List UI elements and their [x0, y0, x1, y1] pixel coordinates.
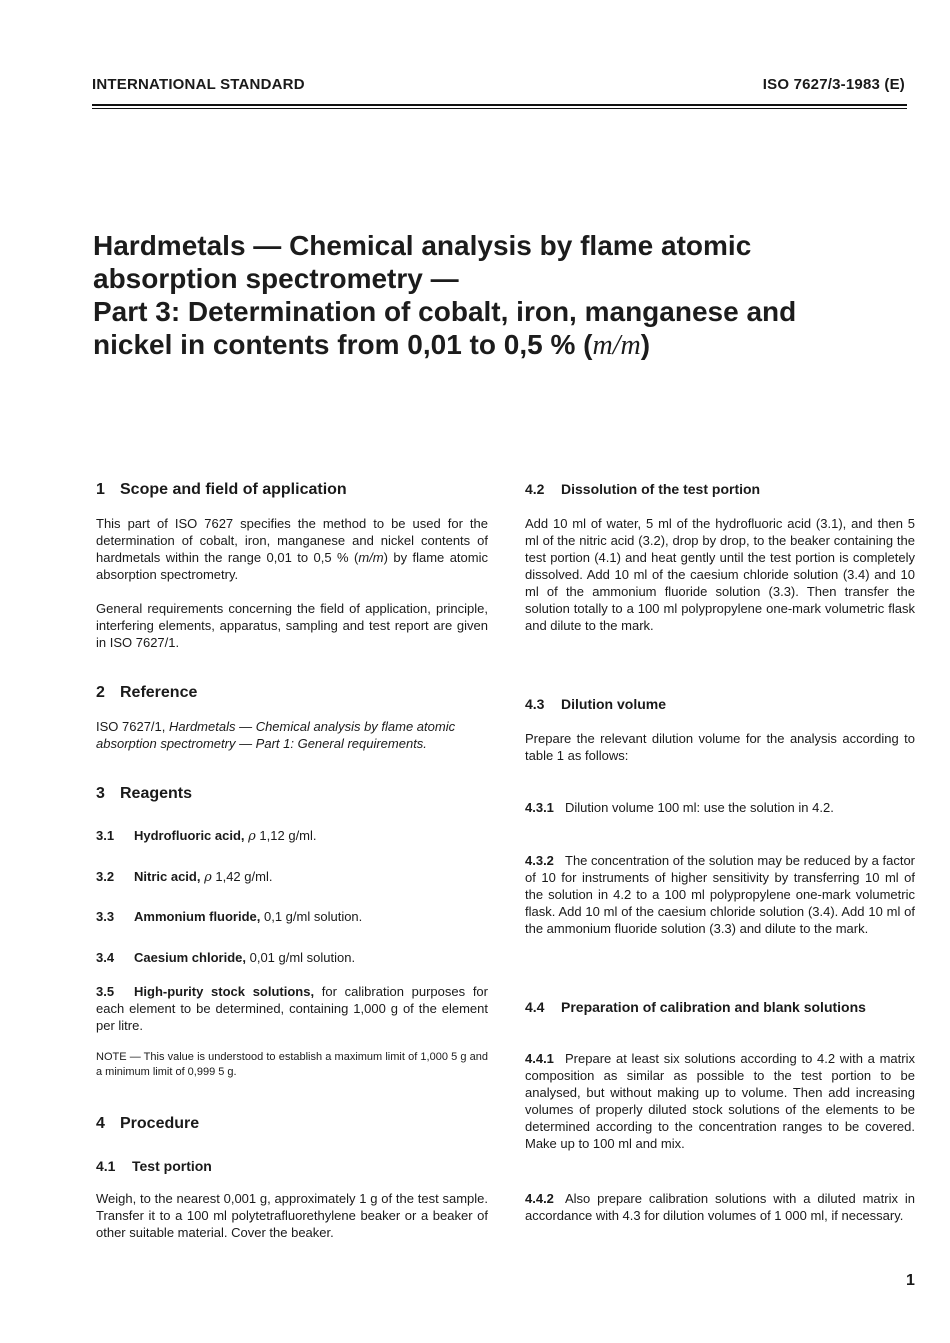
reagent-number: 3.1 [96, 828, 115, 843]
reference-title: Hardmetals — Chemical analysis by flame atomic absorption spectrometry — Part 1: General requirements. [96, 719, 456, 751]
header-standard-label: INTERNATIONAL STANDARD [92, 76, 305, 93]
section-4-4-2-number: 4.4.2 [525, 1191, 554, 1206]
section-4-heading [96, 1114, 488, 1134]
section-4-number: 4 [96, 1115, 105, 1132]
section-2-number: 2 [96, 684, 105, 701]
title-line-3: Part 3: Determination of cobalt, iron, manganese and [93, 296, 797, 327]
reagent-3-5 [96, 983, 488, 1034]
reagent-3-1 [96, 827, 488, 845]
density-symbol: ρ [204, 870, 212, 885]
section-4-3-2-number: 4.3.2 [525, 853, 554, 868]
reagent-name: Caesium chloride, [134, 950, 246, 965]
section-4-3-heading [525, 695, 915, 713]
title-line-2: absorption spectrometry — [93, 263, 459, 294]
section-4-4-heading [525, 998, 915, 1016]
page-title [93, 229, 893, 362]
section-4-3-text: Prepare the relevant dilution volume for the analysis according to table 1 as follows: [525, 731, 915, 763]
title-line-4-close: ) [640, 329, 651, 360]
section-4-4-1 [525, 1050, 915, 1152]
section-4-1-number: 4.1 [96, 1158, 116, 1174]
section-4-1-title: Test portion [132, 1158, 212, 1174]
section-3-title: Reagents [120, 785, 193, 802]
reagent-number: 3.2 [96, 869, 115, 884]
section-4-3-number: 4.3 [525, 696, 545, 712]
title-line-4 [93, 328, 893, 362]
reagent-detail: for calibration purposes for each element to be determined, containing 1,000 g of the element per litre. [96, 984, 488, 1033]
section-1-heading [96, 480, 488, 500]
section-4-title: Procedure [120, 1115, 200, 1132]
section-4-4-1-number: 4.4.1 [525, 1051, 554, 1066]
section-1-paragraph-2: General requirements concerning the field of application, principle, interfering elements, apparatus, sampling and test report are given in ISO 7627/1. [96, 601, 488, 650]
section-4-2-text: Add 10 ml of water, 5 ml of the hydrofluoric acid (3.1), and then 5 ml of the nitric acid (3.2), drop by drop, to the beaker containing the test portion (4.1) and heat gently until the test portion is completely dissolved. Add 10 ml of the caesium chloride solution (3.4) and 10 ml of the ammonium fluoride solution (3.3). Then transfer the solution totally to a 100 ml polypropylene one-mark volumetric flask and dilute to the mark. [525, 516, 915, 633]
reagent-detail: 0,1 g/ml solution. [260, 909, 363, 924]
section-4-2-number: 4.2 [525, 481, 545, 497]
reagent-name: Nitric acid, [134, 869, 201, 884]
s1-p1-text-c: ) by flame atomic absorption spectrometry. [96, 550, 488, 582]
section-1-paragraph-1 [96, 515, 488, 583]
section-4-3-1-number: 4.3.1 [525, 800, 554, 815]
header-rule-thick [92, 104, 907, 106]
section-4-3-2-text: The concentration of the solution may be reduced by a factor of 10 for instruments of higher sensitivity by transferring 10 ml of the solution in 4.2 to a 100 ml polypropylene one-mark volumetric flask. Add 10 ml of the caesium chloride solution (3.4). Add 10 ml of the ammonium fluoride solution (3.3) and dilute to the mark. [525, 853, 915, 936]
section-4-3-1 [525, 799, 915, 816]
reagent-detail: 1,42 g/ml. [211, 869, 273, 884]
reagent-number: 3.3 [96, 909, 115, 924]
reagent-name: Hydrofluoric acid, [134, 828, 245, 843]
section-4-4-2 [525, 1190, 915, 1224]
title-line-1: Hardmetals — Chemical analysis by flame atomic [93, 230, 752, 261]
section-4-3-1-text: Dilution volume 100 ml: use the solution in 4.2. [565, 800, 834, 815]
section-2-reference [96, 718, 488, 752]
section-2-heading [96, 683, 488, 703]
section-3-heading [96, 784, 488, 804]
section-4-3-2 [525, 852, 915, 937]
reagent-3-2 [96, 868, 488, 886]
section-4-2-title: Dissolution of the test portion [561, 481, 761, 497]
section-1-title: Scope and field of application [120, 481, 347, 498]
reference-code: ISO 7627/1, [96, 719, 169, 734]
section-4-1-text: Weigh, to the nearest 0,001 g, approximately 1 g of the test sample. Transfer it to a 100 ml polytetrafluorethylene beaker or a beaker of other suitable material. Cover the beaker. [96, 1191, 488, 1240]
reagent-detail: 1,12 g/ml. [255, 828, 317, 843]
reagent-note: NOTE — This value is understood to establish a maximum limit of 1,000 5 g and a minimum limit of 0,999 5 g. [96, 1051, 488, 1078]
header-document-number: ISO 7627/3-1983 (E) [762, 76, 905, 93]
section-4-3-title: Dilution volume [561, 696, 666, 712]
section-4-4-number: 4.4 [525, 999, 545, 1015]
section-4-1-heading [96, 1157, 488, 1175]
section-4-4-1-text: Prepare at least six solutions according to 4.2 with a matrix composition as similar as possible to the test portion to be analysed, but without making up to volume. Then add increasing volumes of properly diluted stock solutions of the elements to be determined according to the concentration ranges to be covered. Make up to 100 ml and mix. [525, 1051, 915, 1151]
s1-p1-unit: m/m [358, 550, 384, 565]
section-1-number: 1 [96, 481, 105, 498]
section-4-4-title: Preparation of calibration and blank solutions [561, 999, 866, 1015]
reagent-number: 3.4 [96, 950, 115, 965]
reagent-3-3 [96, 908, 488, 925]
reagent-name: High-purity stock solutions, [134, 984, 315, 999]
page-number: 1 [906, 1272, 915, 1289]
reagent-3-4 [96, 949, 488, 966]
header-rule-thin [92, 108, 907, 109]
reagent-detail: 0,01 g/ml solution. [245, 950, 356, 965]
section-4-2-heading [525, 480, 915, 498]
density-symbol: ρ [248, 829, 256, 844]
section-4-4-2-text: Also prepare calibration solutions with a diluted matrix in accordance with 4.3 for dilution volumes of 1 000 ml, if necessary. [525, 1191, 915, 1223]
title-unit-italic: m/m [592, 330, 641, 361]
reagent-name: Ammonium fluoride, [134, 909, 261, 924]
title-line-4-text: nickel in contents from 0,01 to 0,5 % ( [93, 329, 593, 360]
s1-p1-text-a: This part of ISO 7627 specifies the method to be used for the determination of cobalt, iron, manganese and nickel contents of hardmetals within the range 0,01 to 0,5 % ( [96, 516, 488, 565]
section-2-title: Reference [120, 684, 198, 701]
section-3-number: 3 [96, 785, 105, 802]
reagent-number: 3.5 [96, 984, 115, 999]
